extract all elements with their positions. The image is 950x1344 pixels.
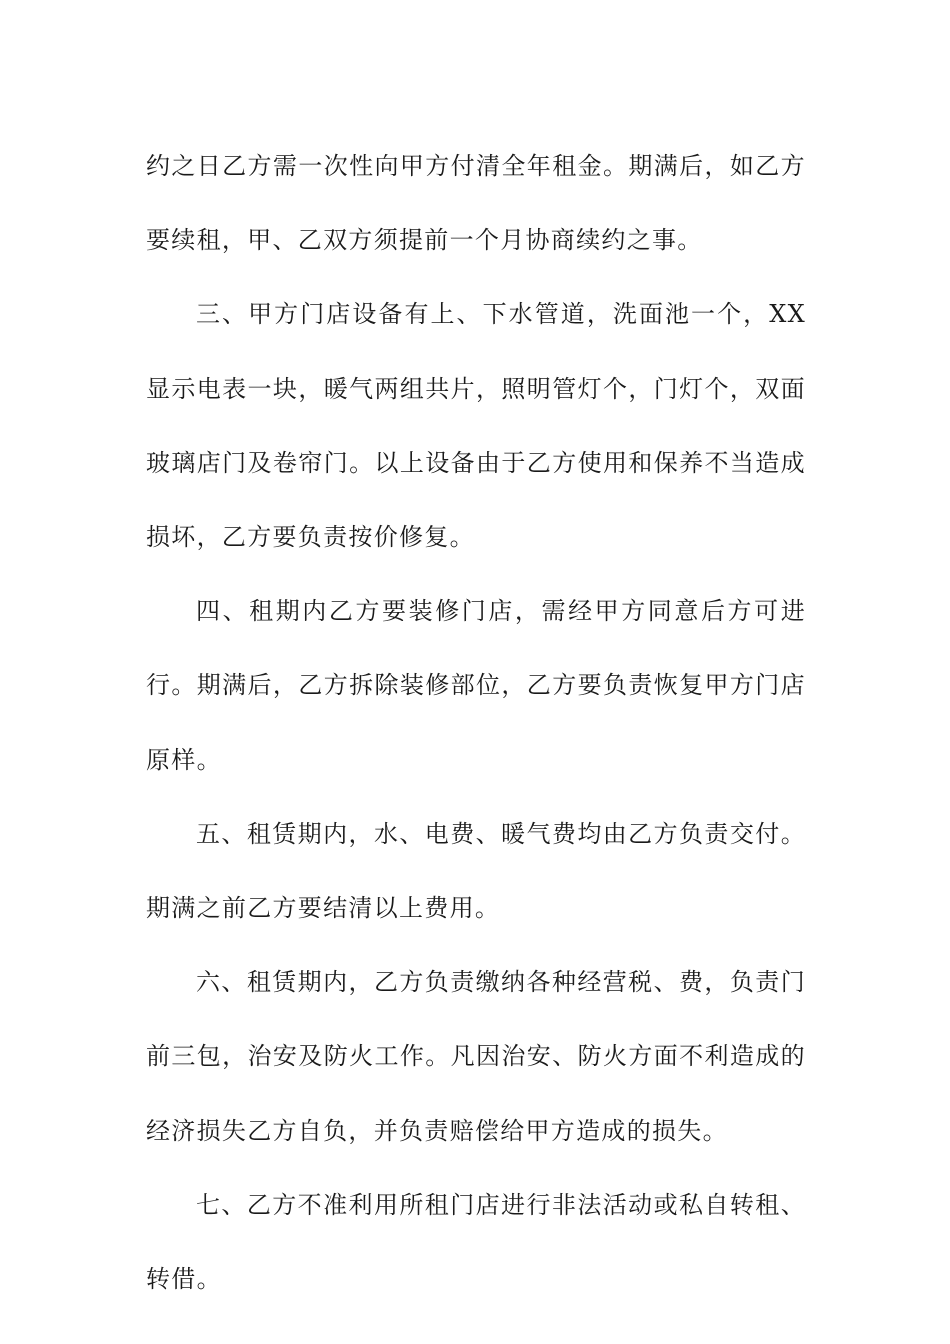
document-body (146, 129, 806, 1316)
paragraph-clause-7-prohibitions: 七、乙方不准利用所租门店进行非法活动或私自转租、转借。 (146, 1190, 806, 1294)
paragraph-rent-payment: 约之日乙方需一次性向甲方付清全年租金。期满后，如乙方要续租，甲、乙双方须提前一个月协商续约之事。 (146, 152, 806, 255)
paragraph-clause-4-renovation: 四、租期内乙方要装修门店，需经甲方同意后方可进行。期满后，乙方拆除装修部位，乙方要负责恢复甲方门店原样。 (146, 597, 806, 774)
paragraph-clause-6-taxes-safety: 六、租赁期内，乙方负责缴纳各种经营税、费，负责门前三包，治安及防火工作。凡因治安、防火方面不利造成的经济损失乙方自负，并负责赔偿给甲方造成的损失。 (146, 968, 806, 1145)
paragraph-clause-3-equipment: 三、甲方门店设备有上、下水管道，洗面池一个，XX显示电表一块，暖气两组共片，照明管灯个，门灯个，双面玻璃店门及卷帘门。以上设备由于乙方使用和保养不当造成损坏，乙方要负责按价修复。 (146, 300, 806, 552)
paragraph-clause-5-utilities: 五、租赁期内，水、电费、暖气费均由乙方负责交付。期满之前乙方要结清以上费用。 (146, 819, 806, 923)
